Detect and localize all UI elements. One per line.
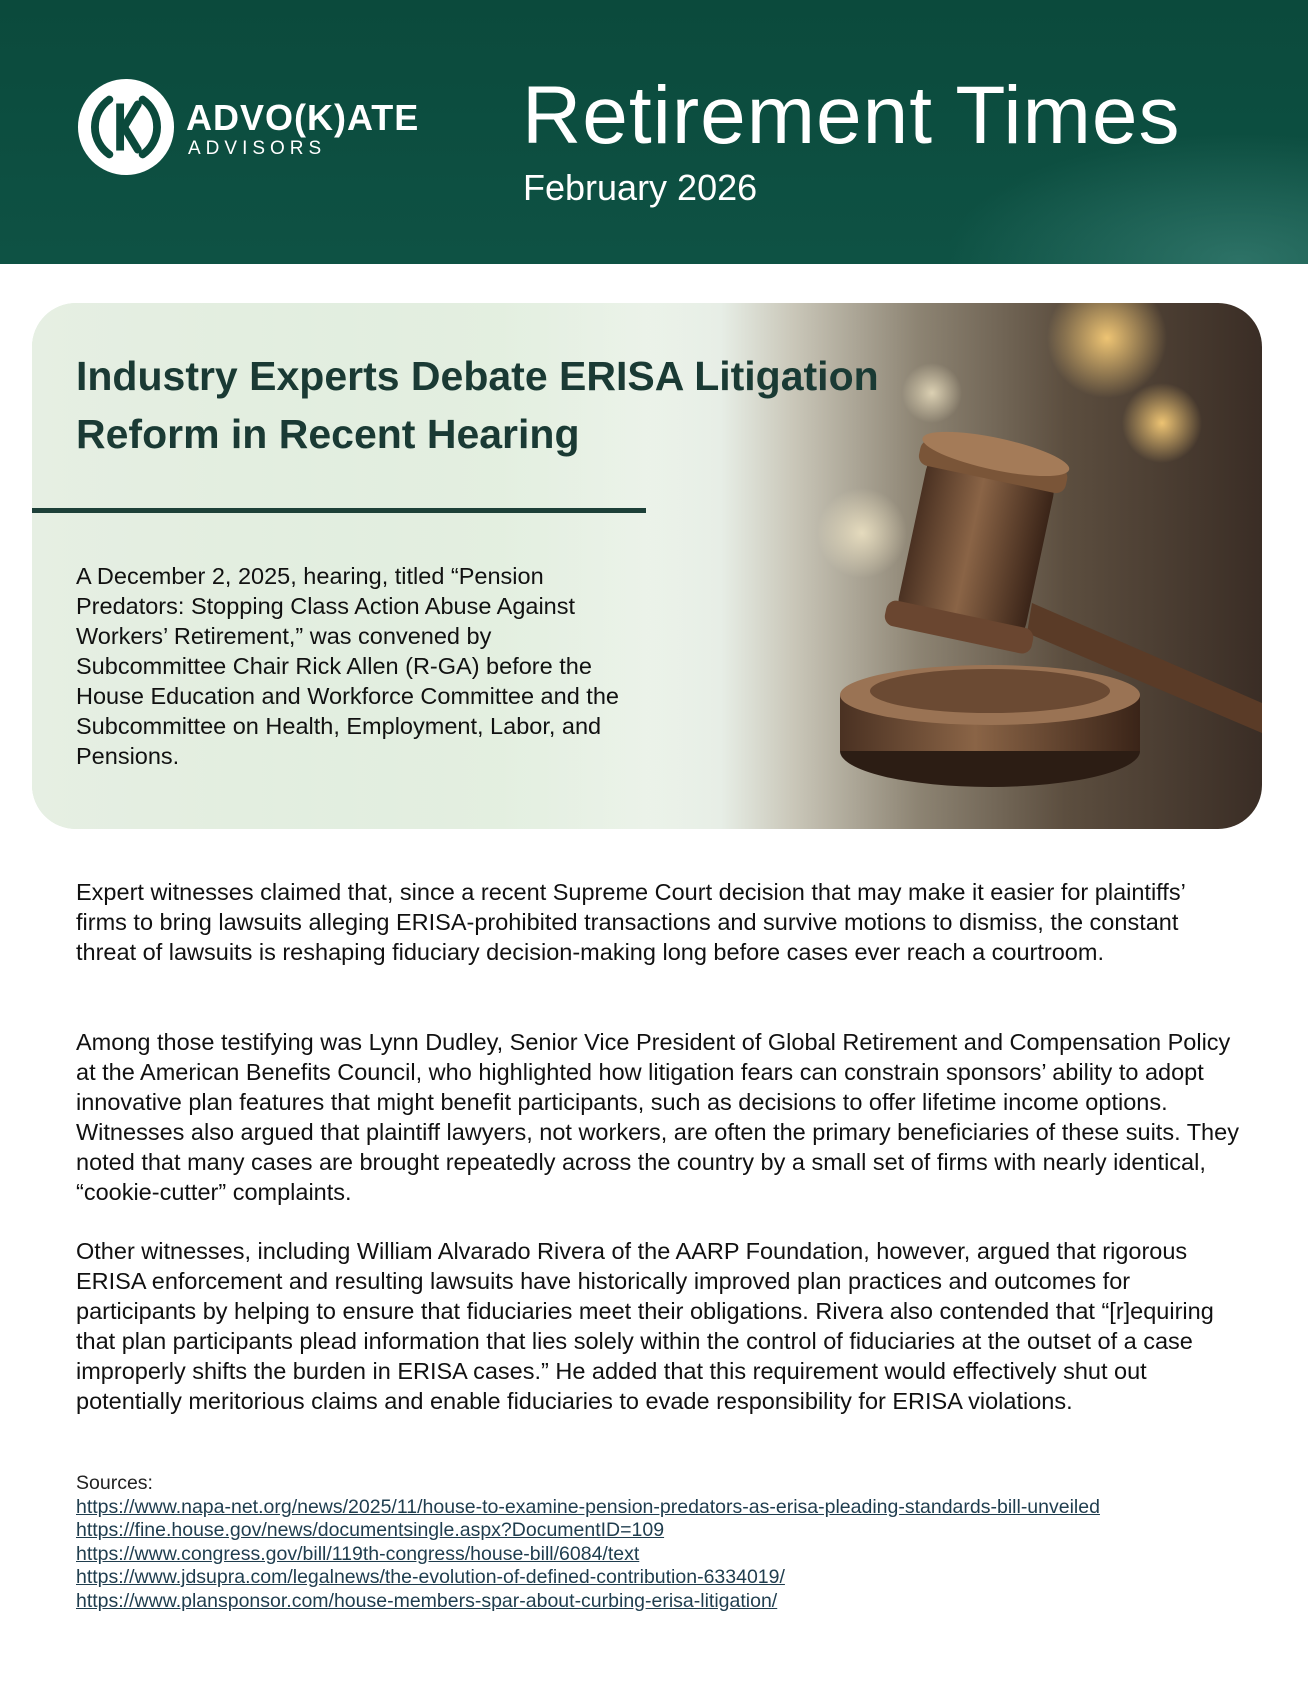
sources-label: Sources: — [76, 1472, 153, 1494]
source-link-house-gov[interactable]: https://fine.house.gov/news/documentsingle.aspx?DocumentID=109 — [76, 1519, 665, 1541]
brand-subtitle: ADVISORS — [188, 138, 327, 159]
headline-divider — [32, 508, 646, 513]
source-link-plansponsor[interactable]: https://www.plansponsor.com/house-members-spar-about-curbing-erisa-litigation/ — [76, 1589, 778, 1612]
article-headline: Industry Experts Debate ERISA Litigation Reform in Recent Hearing — [76, 353, 879, 457]
article-paragraph-3: Other witnesses, including William Alvarado Rivera of the AARP Foundation, however, argued that rigorous ERISA enforcement and resulting lawsuits have historically improved plan practices and outcomes for participants by helping to ensure that fiduciaries meet their obligations. Rivera also contended that “[r]equiring that plan participants plead information that lies solely within the control of fiduciaries at the outset of a case improperly shifts the burden in ERISA cases.” He added that this requirement would effectively shut out potentially meritorious claims and enable fiduciaries to evade responsibility for ERISA violations. — [76, 1238, 1214, 1414]
newsletter-title: Retirement Times — [522, 70, 1181, 161]
advokate-logo-icon — [77, 78, 175, 176]
source-link-congress-gov[interactable]: https://www.congress.gov/bill/119th-congress/house-bill/6084/text — [76, 1542, 640, 1565]
brand-name: ADVO(K)ATE — [186, 97, 420, 138]
sources-list — [76, 1472, 1276, 1613]
source-link-napa[interactable]: https://www.napa-net.org/news/2025/11/house-to-examine-pension-predators-as-erisa-pleading-standards-bill-unveiled — [76, 1495, 1100, 1518]
article-paragraph-2: Among those testifying was Lynn Dudley, Senior Vice President of Global Retirement and Compensation Policy at the American Benefits Council, who highlighted how litigation fears can constrain sponsors’ ability to adopt innovative plan features that might benefit participants, such as decisions to offer lifetime income options. Witnesses also argued that plaintiff lawyers, not workers, are often the primary beneficiaries of these suits. They noted that many cases are brought repeatedly across the country by a small set of firms with nearly identical, “cookie-cutter” complaints. — [76, 1029, 1239, 1205]
brand-wordmark — [186, 98, 419, 160]
feature-article-card — [32, 303, 1262, 829]
newsletter-header — [0, 0, 1308, 264]
article-intro: A December 2, 2025, hearing, titled “Pension Predators: Stopping Class Action Abuse Against Workers’ Retirement,” was convened by Subcommittee Chair Rick Allen (R-GA) before the House Education and Workforce Committee and the Subcommittee on Health, Employment, Labor, and Pensions. — [76, 563, 619, 769]
source-link-jdsupra[interactable]: https://www.jdsupra.com/legalnews/the-evolution-of-defined-contribution-6334019/ — [76, 1566, 785, 1588]
issue-date: February 2026 — [523, 167, 758, 208]
article-paragraph-1: Expert witnesses claimed that, since a recent Supreme Court decision that may make it easier for plaintiffs’ firms to bring lawsuits alleging ERISA-prohibited transactions and survive motions to dismiss, the constant threat of lawsuits is reshaping fiduciary decision-making long before cases ever reach a courtroom. — [76, 879, 1185, 965]
